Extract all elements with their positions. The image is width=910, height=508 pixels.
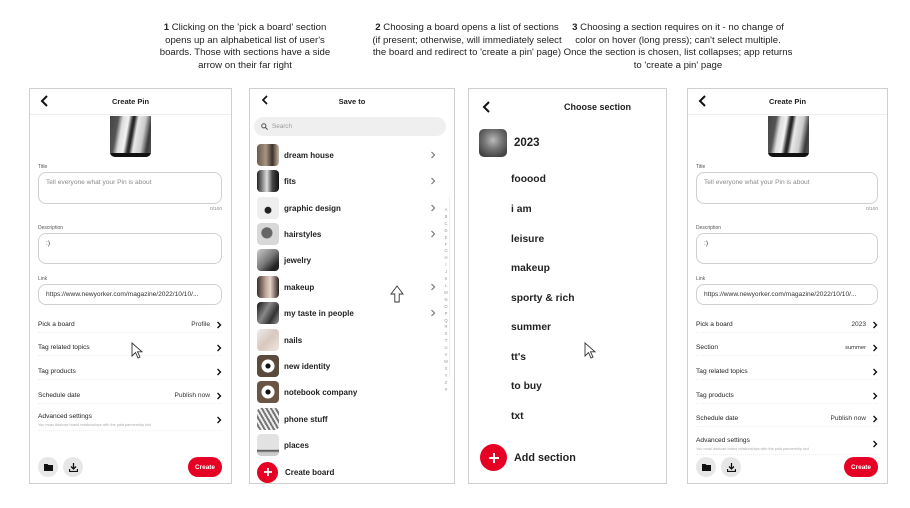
chevron-right-icon: [872, 440, 878, 448]
board-item-hairstyles[interactable]: [257, 222, 436, 246]
alphabet-index-letter[interactable]: Z: [444, 379, 448, 385]
board-item-places[interactable]: [257, 433, 436, 457]
board-name: graphic design: [284, 203, 341, 213]
section-item[interactable]: leisure: [511, 234, 545, 245]
folder-button[interactable]: [696, 457, 716, 477]
section-item[interactable]: to buy: [511, 381, 542, 392]
board-item-phone-stuff[interactable]: [257, 407, 436, 431]
alphabet-index-letter[interactable]: Q: [444, 317, 448, 323]
page-title: Create Pin: [768, 97, 807, 106]
pick-a-board-row[interactable]: [38, 317, 222, 333]
board-name: fits: [284, 176, 296, 186]
alphabet-index-letter[interactable]: Y: [444, 372, 448, 378]
create-board-button[interactable]: [257, 460, 436, 484]
board-name: hairstyles: [284, 229, 322, 239]
create-button[interactable]: Create: [188, 457, 222, 477]
row-value: Profile: [191, 321, 210, 328]
board-name: jewelry: [284, 255, 312, 265]
schedule-date-row[interactable]: [696, 411, 878, 427]
alphabet-index-letter[interactable]: C: [444, 220, 448, 226]
caption-text: Clicking on the 'pick a board' section opens up an alphabetical list of user's boards. Those with sections have a side arrow on their far right: [159, 22, 331, 71]
page-title: Create Pin: [111, 97, 150, 106]
board-thumbnail: [257, 249, 279, 271]
plus-icon: [257, 462, 278, 483]
row-label: Advanced settings: [38, 413, 92, 420]
board-name: my taste in people: [284, 308, 354, 318]
pin-image: [110, 116, 151, 157]
section-item[interactable]: i am: [511, 204, 532, 215]
pick-a-board-row[interactable]: [696, 317, 878, 333]
add-section-label: Add section: [514, 451, 576, 464]
caption-text: Choosing a board opens a list of sections (if present; otherwise, will immediately select the board and redirect to 'create a pin' page): [372, 22, 562, 58]
alphabet-index-letter[interactable]: A: [444, 207, 448, 212]
row-label: Pick a board: [696, 321, 733, 328]
tag-products-row[interactable]: [696, 388, 878, 404]
chevron-right-icon: [216, 321, 222, 329]
create-pin-screen-initial: [29, 88, 232, 484]
chevron-right-icon: [430, 283, 436, 291]
folder-button[interactable]: [38, 457, 58, 477]
create-button[interactable]: Create: [844, 457, 878, 477]
alphabet-index-letter[interactable]: W: [444, 358, 448, 364]
row-label: Tag products: [696, 392, 734, 399]
chevron-right-icon: [872, 321, 878, 329]
header: [688, 89, 887, 115]
chevron-right-icon: [430, 230, 436, 238]
alphabet-index-letter[interactable]: J: [444, 269, 448, 275]
board-thumbnail: [257, 355, 279, 377]
chevron-right-icon: [430, 177, 436, 185]
alphabet-index-scrubber[interactable]: [442, 207, 450, 393]
chevron-right-icon: [430, 151, 436, 159]
alphabet-index-letter[interactable]: K: [444, 276, 448, 282]
alphabet-index-letter[interactable]: I: [445, 262, 447, 268]
board-name: 2023: [514, 137, 540, 149]
alphabet-index-letter[interactable]: R: [444, 324, 448, 330]
row-label: Tag related topics: [696, 368, 748, 375]
page-title: Choose section: [563, 102, 631, 112]
tag-related-topics-row[interactable]: [696, 364, 878, 380]
alphabet-index-letter[interactable]: B: [444, 213, 448, 219]
tag-related-topics-row[interactable]: [38, 340, 222, 356]
board-name: dream house: [284, 150, 334, 160]
section-item[interactable]: summer: [511, 322, 552, 333]
board-name: new identity: [284, 361, 331, 371]
chevron-right-icon: [216, 344, 222, 352]
create-pin-screen-final: [687, 88, 888, 484]
alphabet-index-letter[interactable]: E: [444, 234, 448, 240]
search-icon: [261, 123, 268, 130]
row-value: 2023: [851, 321, 866, 328]
row-label: Tag related topics: [38, 344, 90, 351]
board-name: phone stuff: [284, 414, 328, 424]
board-item-fits[interactable]: [257, 169, 436, 193]
board-item-graphic-design[interactable]: [257, 196, 436, 220]
chevron-right-icon: [872, 368, 878, 376]
chevron-right-icon: [872, 392, 878, 400]
alphabet-index-letter[interactable]: O: [444, 303, 448, 309]
board-item-jewelry[interactable]: [257, 248, 436, 272]
back-arrow-icon[interactable]: [480, 100, 494, 114]
section-item[interactable]: txt: [511, 411, 524, 422]
alphabet-index-letter[interactable]: T: [444, 338, 448, 344]
download-button[interactable]: [63, 457, 83, 477]
board-thumbnail: [257, 408, 279, 430]
advanced-settings-row[interactable]: [696, 435, 878, 455]
choose-section-screen: [468, 88, 667, 484]
caption-text: Choosing a section requires on it - no change of color on hover (long press); can't select multiple. Once the section is chosen, list collapses; app returns to 'create a pin' page: [563, 22, 793, 71]
board-item-new-identity[interactable]: [257, 354, 436, 378]
search-placeholder: Search: [272, 123, 292, 130]
char-counter: 0/100: [865, 207, 878, 212]
search-input[interactable]: [254, 117, 446, 136]
header: [30, 89, 231, 115]
alphabet-index-letter[interactable]: L: [444, 282, 448, 288]
alphabet-index-letter[interactable]: D: [444, 227, 448, 233]
alphabet-index-letter[interactable]: P: [444, 310, 448, 316]
board-name: places: [284, 440, 309, 450]
alphabet-index-letter[interactable]: U: [444, 345, 448, 351]
description-label: Description: [38, 225, 64, 231]
step-number: 3: [572, 22, 578, 33]
link-field[interactable]: https://www.newyorker.com/magazine/2022/10/10/...: [696, 284, 878, 305]
row-sublabel: You must disclose brand relationships with the paid partnership tool: [696, 447, 810, 451]
row-label: Schedule date: [38, 392, 81, 399]
board-name: nails: [284, 335, 303, 345]
board-item-my-taste-in-people[interactable]: [257, 301, 436, 325]
alphabet-index-letter[interactable]: F: [444, 241, 448, 247]
alphabet-index-letter[interactable]: M: [444, 289, 448, 295]
board-name: makeup: [284, 282, 315, 292]
title-label: Title: [696, 164, 706, 170]
step-number: 1: [163, 22, 170, 33]
mouse-cursor-icon: [390, 285, 404, 303]
row-value: Publish now: [830, 415, 866, 422]
plus-icon: [480, 444, 507, 471]
section-item[interactable]: tt's: [511, 352, 527, 363]
row-label: Tag products: [38, 368, 76, 375]
board-thumbnail: [257, 329, 279, 351]
board-name: notebook company: [284, 387, 358, 397]
chevron-right-icon: [872, 415, 878, 423]
pin-image: [768, 116, 809, 157]
alphabet-index-letter[interactable]: H: [444, 255, 448, 261]
title-field[interactable]: Tell everyone what your Pin is about: [696, 172, 878, 204]
row-value: summer: [845, 344, 866, 351]
chevron-right-icon: [216, 368, 222, 376]
row-value: Publish now: [174, 392, 210, 399]
caption-step-2: [372, 22, 562, 60]
board-item-makeup[interactable]: [257, 275, 436, 299]
row-sublabel: You must disclose brand relationships with the paid partnership tool: [38, 423, 152, 427]
step-number: 2: [375, 22, 381, 33]
row-label: Advanced settings: [696, 437, 750, 444]
chevron-right-icon: [872, 344, 878, 352]
section-row[interactable]: [696, 340, 878, 356]
folder-icon: [44, 463, 53, 471]
board-thumbnail: [257, 381, 279, 403]
header: [469, 89, 666, 121]
board-thumbnail: [479, 129, 507, 157]
board-thumbnail: [257, 170, 279, 192]
download-icon: [727, 463, 736, 472]
folder-icon: [702, 463, 711, 471]
chevron-right-icon: [430, 309, 436, 317]
link-field[interactable]: https://www.newyorker.com/magazine/2022/10/10/...: [38, 284, 222, 305]
caption-step-1: [150, 22, 340, 72]
alphabet-index-letter[interactable]: X: [444, 365, 448, 371]
title-field[interactable]: Tell everyone what your Pin is about: [38, 172, 222, 204]
link-label: Link: [696, 276, 706, 282]
mouse-cursor-icon: [131, 342, 145, 360]
row-label: Section: [696, 344, 718, 351]
alphabet-index-letter[interactable]: S: [444, 331, 448, 337]
save-to-board-screen: [249, 88, 455, 484]
schedule-date-row[interactable]: [38, 388, 222, 404]
description-label: Description: [696, 225, 722, 231]
board-thumbnail: [257, 144, 279, 166]
alphabet-index-letter[interactable]: #: [444, 386, 448, 392]
alphabet-index-letter[interactable]: G: [444, 248, 448, 254]
chevron-right-icon: [216, 416, 222, 424]
alphabet-index-letter[interactable]: N: [444, 296, 448, 302]
download-icon: [69, 463, 78, 472]
board-thumbnail: [257, 434, 279, 456]
description-field[interactable]: :): [38, 233, 222, 264]
tag-products-row[interactable]: [38, 364, 222, 380]
board-item-notebook-company[interactable]: [257, 380, 436, 404]
add-section-button[interactable]: [480, 444, 576, 471]
description-field[interactable]: :): [696, 233, 878, 264]
selected-board: [479, 129, 540, 157]
title-label: Title: [38, 164, 48, 170]
section-item[interactable]: sporty & rich: [511, 293, 575, 304]
row-label: Schedule date: [696, 415, 739, 422]
chevron-right-icon: [216, 392, 222, 400]
link-label: Link: [38, 276, 48, 282]
page-title: Save to: [338, 97, 366, 106]
advanced-settings-row[interactable]: [38, 411, 222, 431]
board-thumbnail: [257, 223, 279, 245]
header: [250, 89, 454, 115]
alphabet-index-letter[interactable]: V: [444, 352, 448, 358]
mouse-cursor-icon: [584, 342, 598, 360]
board-thumbnail: [257, 302, 279, 324]
chevron-right-icon: [430, 204, 436, 212]
board-thumbnail: [257, 276, 279, 298]
caption-step-3: [563, 22, 793, 72]
section-item[interactable]: makeup: [511, 263, 550, 274]
char-counter: 0/100: [209, 207, 222, 212]
download-button[interactable]: [721, 457, 741, 477]
row-label: Pick a board: [38, 321, 75, 328]
create-board-label: Create board: [285, 467, 335, 477]
board-thumbnail: [257, 197, 279, 219]
board-item-nails[interactable]: [257, 328, 436, 352]
section-item[interactable]: fooood: [511, 174, 546, 185]
board-item-dream-house[interactable]: [257, 143, 436, 167]
